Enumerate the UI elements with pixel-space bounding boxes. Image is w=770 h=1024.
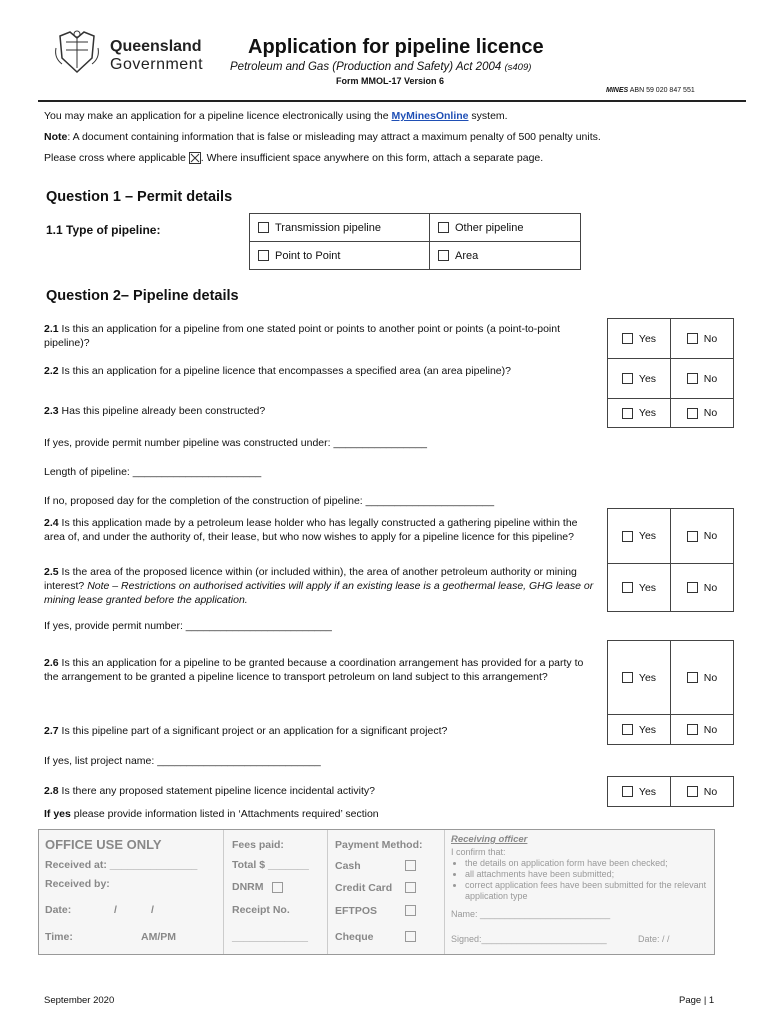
no-option[interactable]: No <box>671 399 734 428</box>
mymines-link[interactable]: MyMinesOnline <box>391 110 469 122</box>
question-2-4: 2.4 Is this application made by a petroleum lease holder who has legally constructed a gathering pipeline within the area of, and under the authority of, their lease, but who now wishes to apply for a pipeline licence for this pipeline? <box>44 517 578 543</box>
list-item: • the details on application form have been checked; <box>465 858 715 869</box>
checkbox-icon[interactable] <box>438 222 449 233</box>
checkbox-icon[interactable] <box>438 250 449 261</box>
header-divider <box>38 100 746 102</box>
checkbox-icon[interactable] <box>687 373 698 384</box>
proposed-completion-day[interactable]: If no, proposed day for the completion of the construction of pipeline: ______________________ <box>44 495 495 507</box>
yes-option[interactable]: Yes <box>608 319 671 359</box>
yes-no-grid-2-1-to-2-3 <box>607 318 734 428</box>
yes-option[interactable]: Yes <box>608 777 671 807</box>
checkbox-icon[interactable] <box>687 582 698 593</box>
checkbox-icon <box>405 931 416 942</box>
dnrm-label: DNRM <box>232 881 289 893</box>
officer-name: Name: __________________________ <box>451 909 611 919</box>
cash-option: Cash <box>335 860 361 872</box>
checkbox-icon[interactable] <box>687 531 698 542</box>
note-line: Note: A document containing information that is false or misleading may attract a maximum penalty of 500 penalty units. <box>44 131 601 143</box>
permit-number[interactable]: If yes, provide permit number: _________________________ <box>44 620 332 632</box>
permit-number-constructed[interactable]: If yes, provide permit number pipeline was constructed under: ________________ <box>44 437 427 449</box>
checkbox-icon <box>405 860 416 871</box>
coat-of-arms-icon <box>52 28 102 78</box>
officer-date: Date: / / <box>638 934 670 944</box>
list-item: • correct application fees have been submitted for the relevant application type <box>465 880 715 902</box>
checkbox-icon[interactable] <box>622 373 633 384</box>
instruction-line: Please cross where applicable . Where insufficient space anywhere on this form, attach a separate page. <box>44 152 544 164</box>
question-2-5: 2.5 Is the area of the proposed licence within (or included within), the area of another petroleum authority or mining interest? Note – Restrictions on authorised activities will apply if an existing lease is a geothermal lease, GHG lease or mining lease granted before the application. <box>44 566 594 606</box>
checkbox-icon <box>405 882 416 893</box>
confirm-text: I confirm that: <box>451 847 506 857</box>
receiving-officer: Receiving officer <box>451 834 528 845</box>
eftpos-option: EFTPOS <box>335 905 377 917</box>
checkbox-icon[interactable] <box>258 222 269 233</box>
question-2-3: 2.3 Has this pipeline already been constructed? <box>44 405 266 417</box>
divider <box>327 830 328 954</box>
checkbox-icon <box>272 882 283 893</box>
footer-date: September 2020 <box>44 995 115 1006</box>
total-label: Total $ _______ <box>232 859 309 871</box>
yes-option[interactable]: Yes <box>608 399 671 428</box>
question1-heading: Question 1 – Permit details <box>46 189 233 205</box>
receipt-no: Receipt No. <box>232 904 290 916</box>
checkbox-icon[interactable] <box>622 333 633 344</box>
logo-line2: Government <box>110 56 204 73</box>
yes-option[interactable]: Yes <box>608 564 671 612</box>
attachments-note: If yes please provide information listed in ‘Attachments required’ section <box>44 808 379 820</box>
checkbox-icon[interactable] <box>687 724 698 735</box>
no-option[interactable]: No <box>671 777 734 807</box>
receipt-line: _____________ <box>232 931 308 943</box>
office-use-panel <box>38 829 715 955</box>
credit-card-option: Credit Card <box>335 882 392 894</box>
pipeline-type-grid <box>249 213 581 270</box>
yes-option[interactable]: Yes <box>608 641 671 715</box>
form-title: Application for pipeline licence <box>248 36 544 58</box>
no-option[interactable]: No <box>671 319 734 359</box>
intro-line-1: You may make an application for a pipeline licence electronically using the MyMinesOnline system. <box>44 110 508 122</box>
option-area[interactable]: Area <box>430 242 581 270</box>
yes-no-grid-2-6 <box>607 640 734 745</box>
no-option[interactable]: No <box>671 359 734 399</box>
list-item: • all attachments have been submitted; <box>465 869 715 880</box>
question-2-1: 2.1 Is this an application for a pipeline from one stated point or points to another point or points (a point-to-point pipeline)? <box>44 323 560 349</box>
checkbox-icon[interactable] <box>622 582 633 593</box>
date-sep: / <box>151 904 154 916</box>
checkbox-icon[interactable] <box>622 724 633 735</box>
time-label: Time: <box>45 931 73 943</box>
office-use-title: OFFICE USE ONLY <box>45 837 162 852</box>
yes-option[interactable]: Yes <box>608 715 671 745</box>
cheque-option: Cheque <box>335 931 374 943</box>
logo-line1: Queensland <box>110 38 202 55</box>
no-option[interactable]: No <box>671 509 734 564</box>
question-2-6: 2.6 Is this an application for a pipeline to be granted because a coordination arrangement has provided for a party to the arrangement to be granted a pipeline licence to transport petroleum on land subject to this arrangement? <box>44 657 584 683</box>
checkbox-icon[interactable] <box>622 531 633 542</box>
checkbox-icon[interactable] <box>687 786 698 797</box>
option-transmission[interactable]: Transmission pipeline <box>250 214 430 242</box>
checkbox-icon[interactable] <box>687 408 698 419</box>
officer-signed: Signed:_________________________ <box>451 934 607 944</box>
date-sep: / <box>114 904 117 916</box>
option-other[interactable]: Other pipeline <box>430 214 581 242</box>
yes-no-grid-2-8 <box>607 776 734 807</box>
no-option[interactable]: No <box>671 564 734 612</box>
confirm-list <box>451 858 715 902</box>
project-name[interactable]: If yes, list project name: ____________________________ <box>44 755 321 767</box>
fees-paid: Fees paid: <box>232 839 284 851</box>
form-version: Form MMOL-17 Version 6 <box>336 76 445 86</box>
checkbox-icon[interactable] <box>622 408 633 419</box>
checkbox-icon <box>405 905 416 916</box>
payment-method: Payment Method: <box>335 839 423 851</box>
checkbox-icon[interactable] <box>258 250 269 261</box>
divider <box>223 830 224 954</box>
ampm-label: AM/PM <box>141 931 176 943</box>
checkbox-icon[interactable] <box>622 786 633 797</box>
received-at: Received at: _______________ <box>45 859 198 871</box>
divider <box>444 830 445 954</box>
abn-text: MINES ABN 59 020 847 551 <box>606 87 695 94</box>
no-option[interactable]: No <box>671 641 734 715</box>
crossed-checkbox-icon <box>189 152 201 164</box>
yes-option[interactable]: Yes <box>608 509 671 564</box>
checkbox-icon[interactable] <box>687 672 698 683</box>
yes-no-grid-2-4-2-5 <box>607 508 734 612</box>
checkbox-icon[interactable] <box>622 672 633 683</box>
received-by: Received by: <box>45 878 110 890</box>
yes-option[interactable]: Yes <box>608 359 671 399</box>
form-subtitle: Petroleum and Gas (Production and Safety) Act 2004 (s409) <box>230 61 532 73</box>
pipeline-type-label: 1.1 Type of pipeline: <box>46 223 161 237</box>
question-2-7: 2.7 Is this pipeline part of a significant project or an application for a significant project? <box>44 725 448 737</box>
pipeline-length[interactable]: Length of pipeline: ______________________ <box>44 466 262 478</box>
checkbox-icon[interactable] <box>687 333 698 344</box>
question2-heading: Question 2– Pipeline details <box>46 288 239 304</box>
date-label: Date: <box>45 904 72 916</box>
question-2-8: 2.8 Is there any proposed statement pipeline licence incidental activity? <box>44 785 375 797</box>
page-number: Page | 1 <box>679 995 715 1006</box>
no-option[interactable]: No <box>671 715 734 745</box>
queensland-government-logo <box>52 28 212 80</box>
option-point-to-point[interactable]: Point to Point <box>250 242 430 270</box>
question-2-2: 2.2 Is this an application for a pipeline licence that encompasses a specified area (an area pipeline)? <box>44 365 511 377</box>
